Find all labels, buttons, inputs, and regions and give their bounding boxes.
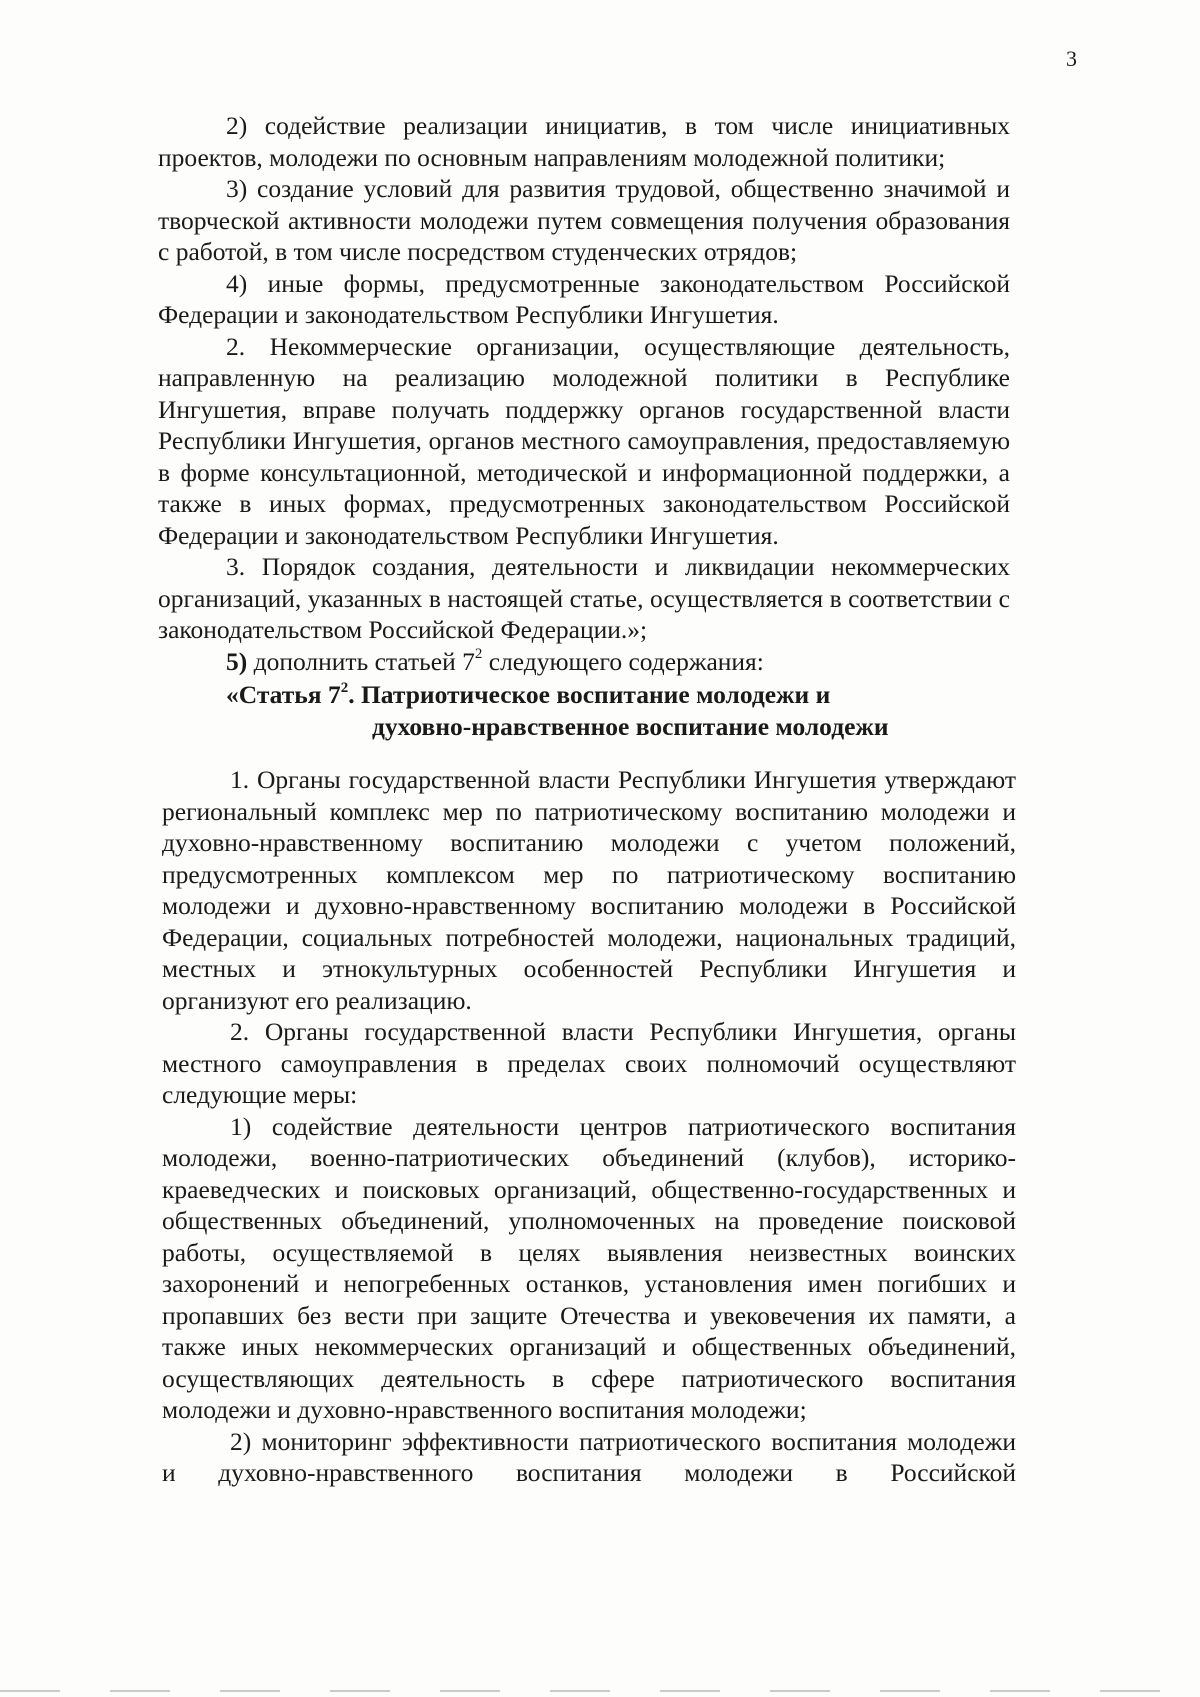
- paragraph-item-3: 3) создание условий для развития трудовой, общественно значимой и творческой активности молодежи путем совмещения получения образования с работой, в том числе посредством студенческих отрядов;: [158, 174, 1010, 266]
- article-heading-prefix: «Статья 7: [226, 680, 341, 709]
- article-heading-rest: . Патриотическое воспитание молодежи и: [348, 680, 831, 709]
- amendment-superscript: 2: [474, 646, 483, 662]
- section-article: [162, 764, 1016, 1489]
- paragraph-measure-1: 1) содействие деятельности центров патриотического воспитания молодежи, военно-патриотических объединений (клубов), историко-краеведческих и поисковых организаций, общественно-государственных и общественных объединений, уполномоченных на проведение поисковой работы, осуществляемой в целях выявления неизвестных воинских захоронений и непогребенных останков, установления имен погибших и пропавших без вести при защите Отечества и увековечения их памяти, а также иных некоммерческих организаций и общественных объединений, осуществляющих деятельность в сфере патриотического воспитания молодежи и духовно-нравственного воспитания молодежи;: [162, 1111, 1016, 1424]
- paragraph-clause-2: 2. Некоммерческие организации, осуществляющие деятельность, направленную на реализацию молодежной политики в Республике Ингушетия, вправе получать поддержку органов государственной власти Республики Ингушетия, органов местного самоуправления, предоставляемую в форме консультационной, методической и информационной поддержки, а также в иных формах, предусмотренных законодательством Российской Федерации и законодательством Республики Ингушетия.: [158, 331, 1010, 550]
- paragraph-amendment-5: [158, 646, 1010, 678]
- article-heading-line-2: духовно-нравственное воспитание молодежи: [372, 712, 889, 741]
- page-number: 3: [1066, 46, 1077, 71]
- amendment-text-after: следующего содержания:: [488, 646, 764, 676]
- article-heading-line-1: [226, 679, 986, 711]
- section-upper: [158, 110, 1010, 677]
- paragraph-measure-2: 2) мониторинг эффективности патриотического воспитания молодежи и духовно-нравственного воспитания молодежи в Российской: [162, 1426, 1016, 1487]
- scan-bottom-edge: [0, 1690, 1200, 1692]
- paragraph-item-2: 2) содействие реализации инициатив, в том числе инициативных проектов, молодежи по основным направлениям молодежной политики;: [158, 111, 1010, 172]
- paragraph-article-clause-1: 1. Органы государственной власти Республики Ингушетия утверждают региональный комплекс мер по патриотическому воспитанию молодежи и духовно-нравственному воспитанию молодежи с учетом положений, предусмотренных комплексом мер по патриотическому воспитанию молодежи и духовно-нравственному воспитанию молодежи в Российской Федерации, социальных потребностей молодежи, национальных традиций, местных и этнокультурных особенностей Республики Ингушетия и организуют его реализацию.: [162, 765, 1016, 1015]
- article-heading: [226, 679, 986, 743]
- paragraph-article-clause-2: 2. Органы государственной власти Республики Ингушетия, органы местного самоуправления в пределах своих полномочий осуществляют следующие меры:: [162, 1017, 1016, 1109]
- amendment-number: 5): [226, 646, 248, 676]
- paragraph-clause-3: 3. Порядок создания, деятельности и ликвидации некоммерческих организаций, указанных в настоящей статье, осуществляется в соответствии с законодательством Российской Федерации.»;: [158, 552, 1010, 644]
- paragraph-item-4: 4) иные формы, предусмотренные законодательством Российской Федерации и законодательством Республики Ингушетия.: [158, 268, 1010, 329]
- article-heading-superscript: 2: [340, 679, 349, 696]
- amendment-text-before: дополнить статьей 7: [253, 646, 475, 676]
